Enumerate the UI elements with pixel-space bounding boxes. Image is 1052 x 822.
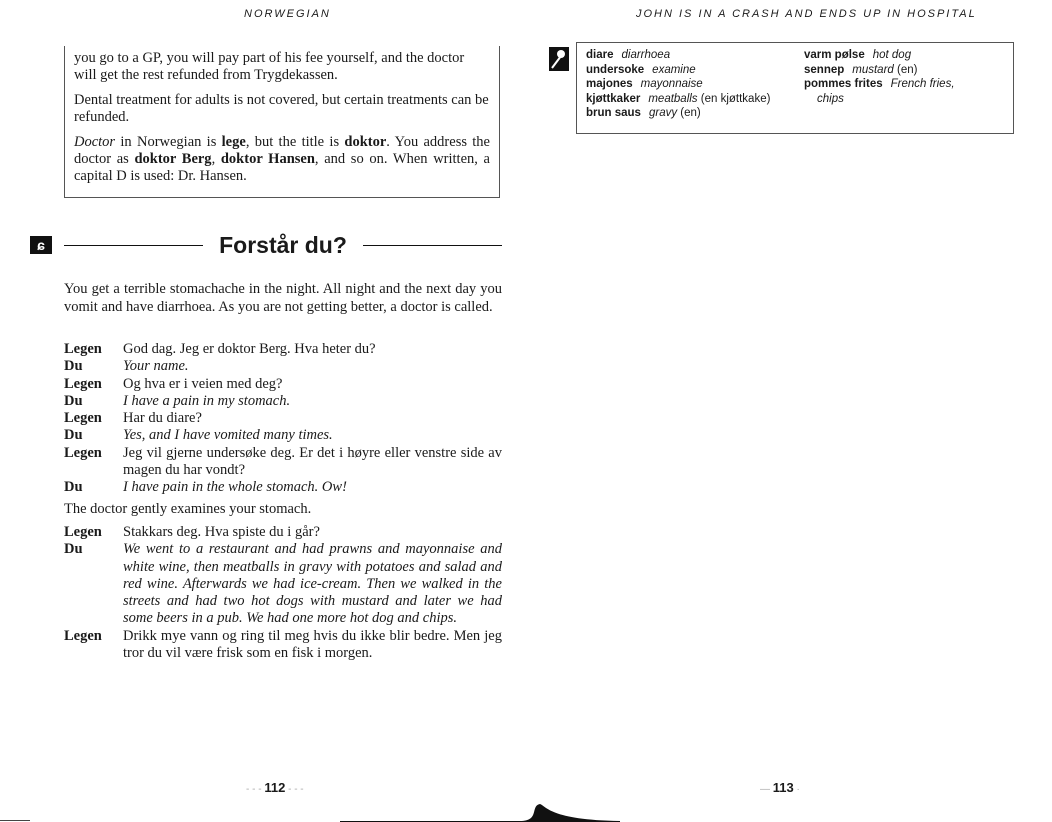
- info-paragraph-2: Dental treatment for adults is not covered, but certain treatments can be refunded.: [74, 92, 489, 125]
- line-text: Har du diare?: [123, 410, 202, 427]
- dialogue-line: [64, 445, 502, 480]
- vocab-column-2: [804, 48, 955, 106]
- vocab-entry-continuation: [804, 92, 955, 107]
- vocab-norwegian: sennep: [804, 63, 845, 76]
- info-box: [64, 46, 500, 198]
- dialogue-line: [64, 358, 502, 375]
- vocab-english: examine: [652, 63, 696, 76]
- page-number-value: 113: [772, 780, 794, 795]
- dialogue-line: [64, 628, 502, 663]
- line-text: Jeg vil gjerne undersøke deg. Er det i høyre eller venstre side av magen du har vondt?: [123, 444, 502, 479]
- section-heading: [64, 231, 502, 259]
- speaker: Legen: [64, 627, 102, 644]
- vocab-entry: [804, 63, 955, 78]
- speaker: Du: [64, 358, 83, 375]
- speaker: Legen: [64, 523, 102, 540]
- term-doktor: doktor: [344, 134, 387, 150]
- vocab-english: mustard: [852, 63, 894, 76]
- line-text: Og hva er i veien med deg?: [123, 375, 283, 392]
- vocab-entry: [586, 106, 770, 121]
- dialogue-line: [64, 376, 502, 393]
- dialogue-line: [64, 393, 502, 410]
- line-text: Your name.: [123, 358, 189, 375]
- line-text: We went to a restaurant and had prawns and mayonnaise and white wine, then meatballs in gravy with potatoes and salad and red wine. Afterwards we had ice-cream. Then we walked in the streets and had two hot dogs with mustard and later we had some beers in a pub. We had one more hot dog and chips.: [123, 541, 502, 627]
- vocab-column-1: [586, 48, 770, 121]
- line-text: I have pain in the whole stomach. Ow!: [123, 479, 347, 496]
- vocab-entry: [586, 92, 770, 107]
- vocab-english: French fries,: [890, 78, 955, 90]
- vocabulary-box: [576, 42, 1014, 134]
- heading-rule-left: [64, 245, 203, 246]
- vocab-norwegian: kjøttkaker: [586, 92, 641, 105]
- vocab-entry: [586, 77, 770, 92]
- dialogue-line: [64, 541, 502, 627]
- text-span: , and so on. When written, a capital D is used: Dr. Hansen.: [74, 151, 490, 184]
- line-text: Yes, and I have vomited many times.: [123, 427, 333, 444]
- audio-section-icon: ɕ: [30, 236, 52, 254]
- dash-decoration: - - -: [285, 784, 304, 795]
- line-text: God dag. Jeg er doktor Berg. Hva heter du?: [123, 341, 376, 357]
- section-title: Forstår du?: [219, 231, 347, 258]
- speaker: Du: [64, 427, 83, 444]
- line-text: Drikk mye vann og ring til meg hvis du ikke blir bedre. Men jeg tror du vil være frisk som en fisk i morgen.: [123, 627, 502, 662]
- page-number-right: [760, 780, 800, 795]
- intro-paragraph: You get a terrible stomachache in the night. All night and the next day you vomit and have diarrhoea. As you are not getting better, a doctor is called.: [64, 281, 502, 315]
- speaker: Legen: [64, 341, 102, 357]
- dash-decoration: ·: [793, 784, 800, 795]
- info-paragraph-1: you go to a GP, you will pay part of his fee yourself, and the doctor will get the rest refunded from Trygdekassen.: [74, 50, 465, 83]
- vocab-entry: [586, 63, 770, 78]
- term-doctor: Doctor: [74, 134, 116, 150]
- page-number-left: [246, 780, 304, 795]
- vocab-note: (en kjøttkake): [700, 92, 771, 105]
- info-paragraph-3: [74, 134, 490, 185]
- speaker: Du: [64, 541, 83, 558]
- line-text: I have a pain in my stomach.: [123, 392, 291, 409]
- dialogue-line: [64, 524, 502, 541]
- vocabulary-icon: [548, 46, 570, 72]
- running-head-right: JOHN IS IN A CRASH AND ENDS UP IN HOSPITAL: [636, 8, 977, 20]
- line-text: Stakkars deg. Hva spiste du i går?: [123, 523, 320, 540]
- term-lege: lege: [221, 134, 246, 150]
- vocab-english: hot dog: [872, 49, 912, 61]
- text-span: ,: [211, 151, 221, 167]
- page-edge-rule: [0, 820, 30, 821]
- term-doktor-berg: doktor Berg: [134, 151, 212, 167]
- vocab-entry: [804, 77, 955, 92]
- text-span: . You address the doctor as: [74, 134, 490, 167]
- dialogue-line: [64, 341, 502, 358]
- vocab-entry: [804, 48, 955, 63]
- text-span: in Norwegian is: [115, 134, 222, 150]
- dialogue: [64, 341, 502, 662]
- vocab-norwegian: varm pølse: [804, 49, 865, 61]
- vocab-english: mayonnaise: [640, 78, 703, 90]
- vocab-note: (en): [897, 63, 918, 76]
- vocab-english: meatballs: [648, 92, 698, 105]
- vocab-norwegian: pommes frites: [804, 78, 883, 90]
- vocab-entry: [586, 48, 770, 63]
- speaker: Du: [64, 392, 83, 409]
- text-span: , but the title is: [245, 134, 345, 150]
- vocab-english: chips: [817, 92, 844, 105]
- dialogue-line: [64, 479, 502, 496]
- running-head-left: NORWEGIAN: [244, 8, 331, 20]
- vocab-english: diarrhoea: [621, 49, 671, 61]
- page-number-value: 112: [264, 780, 286, 795]
- vocab-norwegian: brun saus: [586, 107, 641, 119]
- dialogue-line: [64, 427, 502, 444]
- speaker: Legen: [64, 410, 102, 427]
- speaker: Legen: [64, 375, 102, 392]
- vocab-norwegian: undersoke: [586, 63, 645, 76]
- dialogue-line: [64, 410, 502, 427]
- speaker: Du: [64, 479, 83, 496]
- dash-decoration: - - -: [246, 784, 265, 795]
- vocab-english: gravy: [648, 107, 678, 119]
- page-spine-shadow: [340, 800, 620, 822]
- vocab-norwegian: majones: [586, 78, 633, 90]
- dash-decoration: —: [760, 784, 773, 795]
- speaker: Legen: [64, 444, 102, 461]
- vocab-norwegian: diare: [586, 49, 614, 61]
- stage-direction: The doctor gently examines your stomach.: [64, 500, 312, 517]
- vocab-note: (en): [680, 107, 701, 119]
- heading-rule-right: [363, 245, 502, 246]
- term-doktor-hansen: doktor Hansen: [220, 151, 315, 167]
